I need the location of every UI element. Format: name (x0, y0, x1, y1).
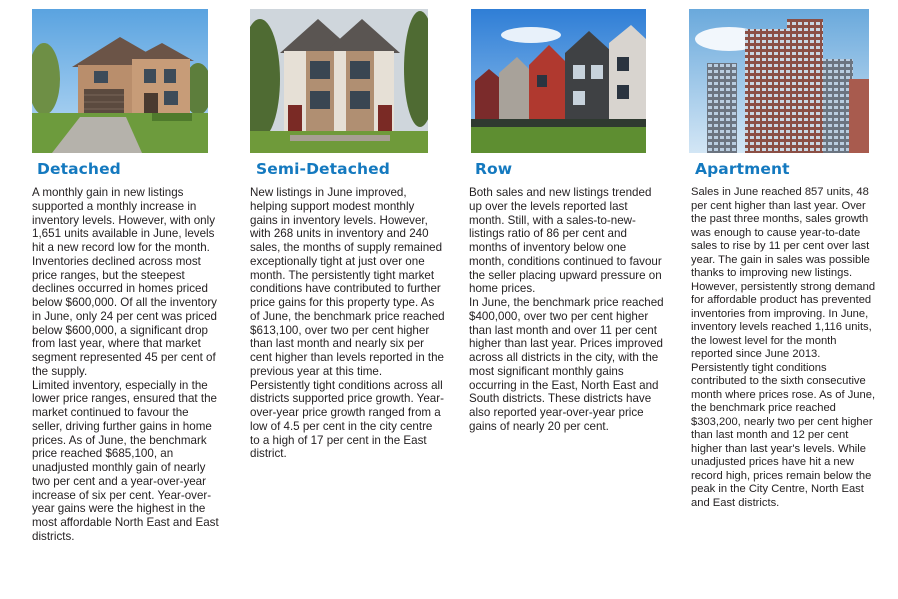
apartment-tower-photo (689, 9, 869, 153)
paragraph: In June, the benchmark price reached $400,000, over two per cent higher than last month and over 11 per cent higher than last year. Prices improved across all districts in the city, with the most significant monthly gains occurring in the East, North East and South districts. These districts have also reported year-over-year price gains of nearly 20 per cent. (469, 296, 664, 433)
apartment-title: Apartment (695, 160, 790, 178)
paragraph: Both sales and new listings trended up over the levels reported last month. Still, with a sales-to-new-listings ratio of 86 per cent and months of inventory below one month, conditions continued to favour the seller placing upward pressure on home prices. (469, 186, 662, 296)
semi-detached-title: Semi-Detached (256, 160, 390, 178)
paragraph: Limited inventory, especially in the lower price ranges, ensured that the market continued to favour the seller, driving further gains in home prices. As of June, the benchmark price reached $685,100, an unadjusted monthly gain of nearly two per cent and a year-over-year increase of six per cent. Year-over-year gains were the highest in the most affordable North East and East districts. (32, 378, 219, 543)
apartment-body (691, 186, 876, 510)
paragraph: Persistently tight conditions across all districts supported price growth. Year-over-year price growth ranged from a low of 4.5 per cent in the city centre to a high of 17 per cent in the East district. (250, 378, 444, 461)
paragraph: New listings in June improved, helping support modest monthly gains in inventory levels. However, with 268 units in inventory and 240 sales, the months of supply remained exceptionally tight at just over one month. The persistently tight market conditions have contributed to further price gains for this property type. As of June, the benchmark price reached $613,100, over two per cent higher than last month and nearly six per cent higher than levels reported in the previous year at this time. (250, 186, 445, 378)
semi-detached-house-photo (250, 9, 428, 153)
row-townhouse-photo (471, 9, 646, 153)
row-title: Row (475, 160, 513, 178)
paragraph: Sales in June reached 857 units, 48 per cent higher than last year. Over the past three months, sales growth was enough to cause year-to-date sales to rise by 11 per cent over last year. The gain in sales was possible thanks to improving new listings. However, persistently strong demand for affordable product has prevented inventories from improving. In June, inventory levels reached 1,116 units, the lowest level for the month reported since June 2013. (691, 186, 876, 360)
semi-detached-body (250, 186, 445, 461)
detached-house-photo (32, 9, 208, 153)
row-body (469, 186, 664, 434)
paragraph: Persistently tight conditions contributed to the sixth consecutive month where prices rose. As of June, the benchmark price reached $303,200, nearly two per cent higher than last month and 12 per cent higher than last year's levels. While unadjusted prices have hit a new record high, prices remain below the peak in the City Centre, North East and East districts. (691, 361, 876, 509)
detached-body (32, 186, 222, 544)
detached-title: Detached (37, 160, 121, 178)
paragraph: A monthly gain in new listings supported a monthly increase in inventory levels. However, with only 1,651 units available in June, levels hit a new record low for the month. Inventories declined across most price ranges, but the steepest declines occurred in homes priced below $600,000. Of all the inventory in June, only 24 per cent was priced below $600,000, a significant drop from last year, where that market segment represented 45 per cent of the supply. (32, 186, 217, 378)
